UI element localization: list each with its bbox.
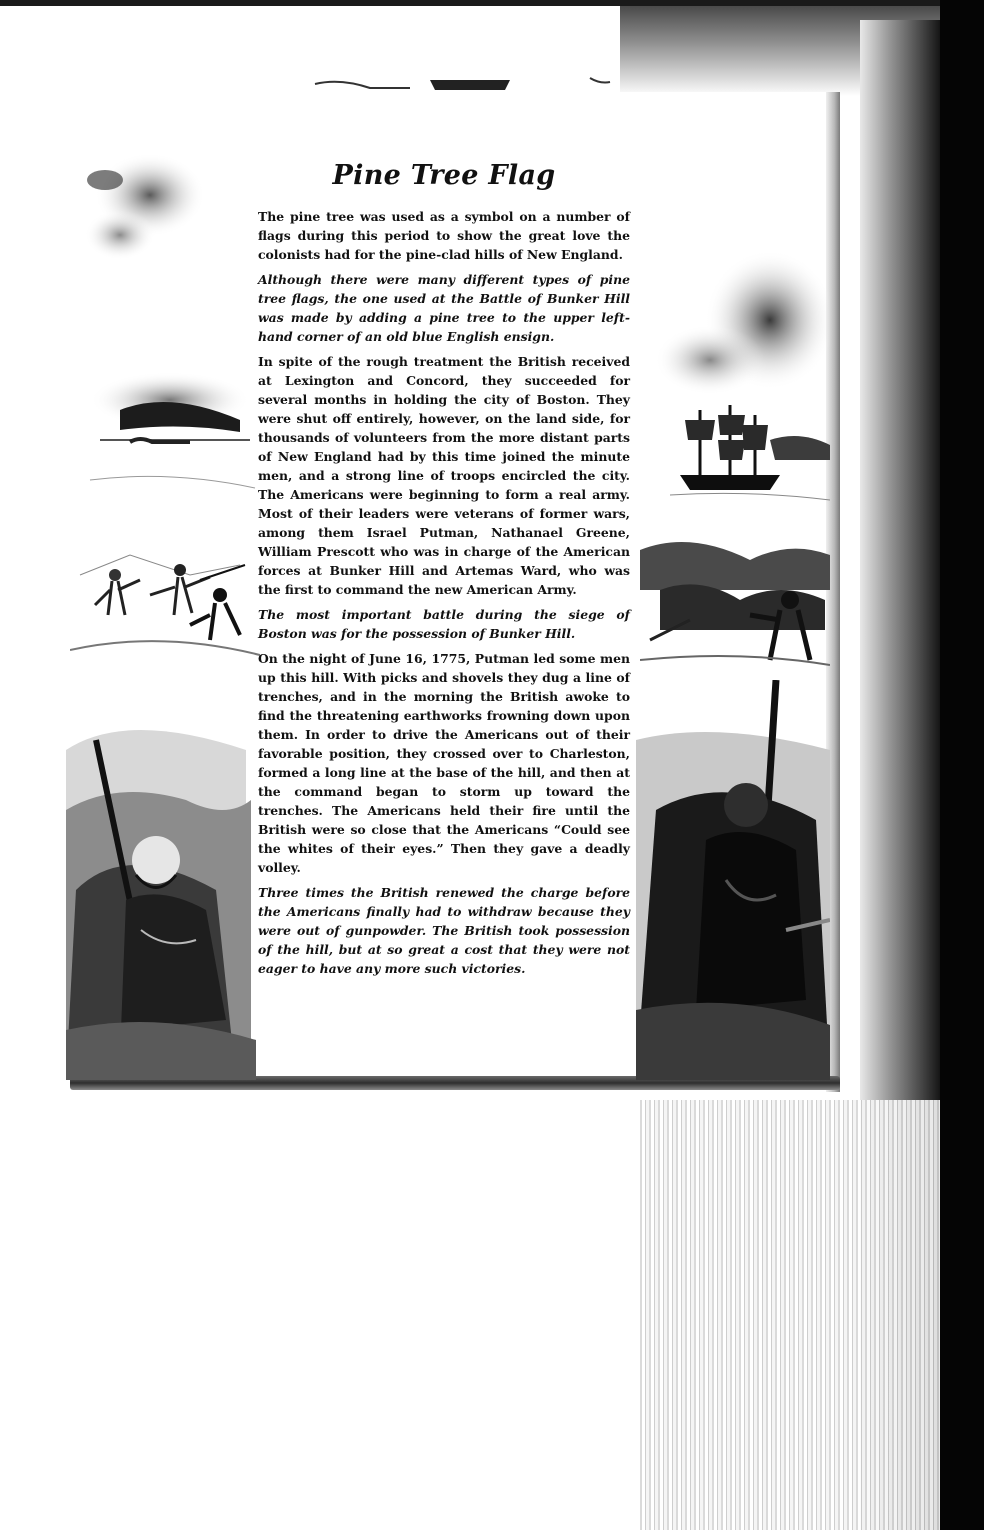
battle-scene-right [640, 520, 830, 670]
paragraph-most-important-battle: The most important battle during the siege of Boston was for the possession of Bunker Hill. [258, 607, 630, 641]
paragraph-night-of-june-16: On the night of June 16, 1775, Putman led some men up this hill. With picks and shovels they dug a line of trenches, and in the morning the British awoke to find the threatening earthworks frowning down upon them. In order to drive the Americans out of their favorable position, they crossed over to Charleston, formed a long line at the base of the hill, and then at the command began to storm up toward the trenches. The Americans held their fire until the British were so close that the Americans “Could see the whites of their eyes.” Then they gave a deadly volley. [258, 651, 630, 875]
harbor-scene-left [80, 370, 260, 510]
paragraph-three-charges: Three times the British renewed the charge before the Americans finally had to withdraw because they were out of gunpowder. The British took possession of the hill, but at so great a cost that they were not eager to have any more such victories. [258, 885, 630, 976]
paragraph-siege-of-boston: In spite of the rough treatment the British received at Lexington and Concord, they succeeded for several months in holding the city of Boston. They were shut off entirely, however, on the land side, for thousands of volunteers from the more distant parts of New England had by this time joined the minute men, and a strong line of troops encircled the city. The Americans were beginning to form a real army. Most of their leaders were veterans of former wars, among them Israel Putman, Nathanael Greene, William Prescott who was in charge of the American forces at Bunker Hill and Artemas Ward, who was the first to command the new American Army. [258, 354, 630, 597]
scan-noise-stripes [640, 1100, 940, 1530]
paragraph-bunker-hill-flag: Although there were many different types of pine tree flags, the one used at the Battle of Bunker Hill was made by adding a pine tree to the upper left-hand corner of an old blue English ensign. [258, 272, 630, 344]
sailing-ship-right [670, 400, 830, 510]
soldier-with-musket-left [66, 690, 256, 1080]
page-title: Pine Tree Flag [332, 160, 556, 191]
battle-scene-left [70, 535, 260, 665]
redcoat-soldier-right [636, 680, 830, 1080]
top-ornament [310, 76, 630, 94]
clouds-top-right [650, 240, 830, 400]
article-body [258, 160, 630, 984]
clouds-top-left [80, 140, 210, 270]
paragraph-pine-tree-symbol: The pine tree was used as a symbol on a number of flags during this period to show the great love the colonists had for the pine-clad hills of New England. [258, 209, 630, 262]
scan-right-border [940, 0, 984, 1530]
